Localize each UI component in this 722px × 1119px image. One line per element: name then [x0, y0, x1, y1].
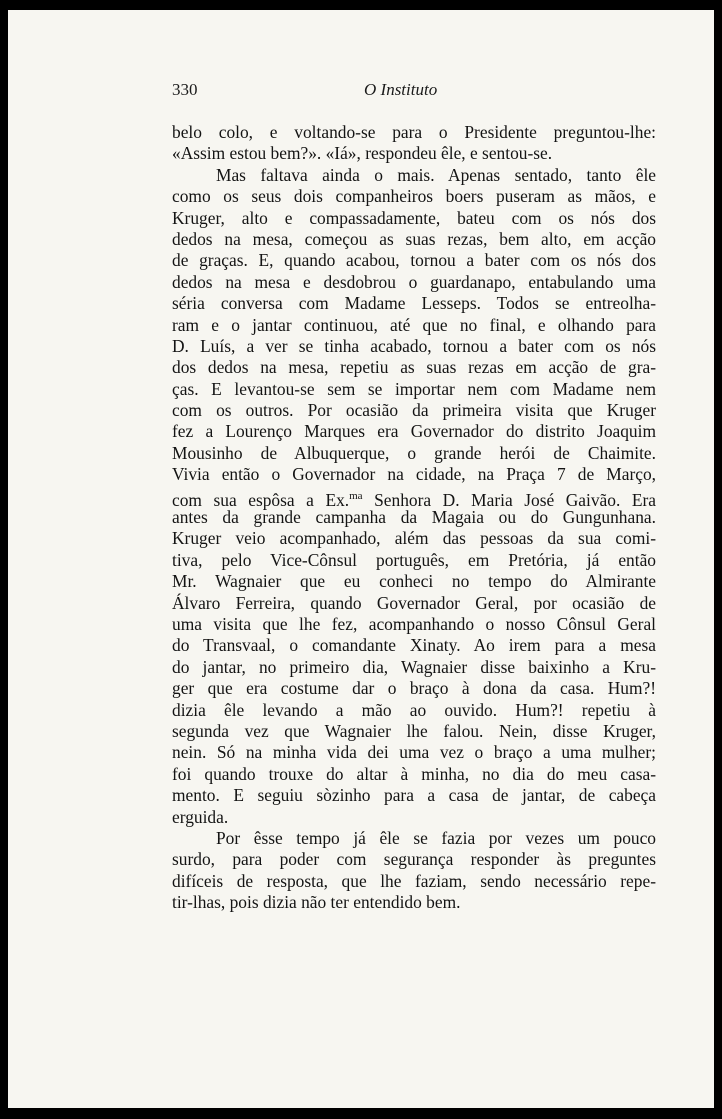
text-line: do Transvaal, o comandante Xinaty. Ao irem para a mesa [172, 635, 656, 656]
text-line: de graças. E, quando acabou, tornou a bater com os nós dos [172, 250, 656, 271]
text-line: surdo, para poder com segurança responder às preguntes [172, 849, 656, 870]
text-line: com os outros. Por ocasião da primeira visita que Kruger [172, 400, 656, 421]
text-line: como os seus dois companheiros boers puseram as mãos, e [172, 186, 656, 207]
text-line: Kruger veio acompanhado, além das pessoas da sua comi- [172, 528, 656, 549]
text-line: dizia êle levando a mão ao ouvido. Hum?! repetiu à [172, 699, 656, 720]
paragraph [172, 828, 656, 914]
book-page [8, 10, 714, 1108]
text-line: tiva, pelo Vice-Cônsul português, em Pretória, já então [172, 549, 656, 570]
text-line: do jantar, no primeiro dia, Wagnaier disse baixinho a Kru- [172, 656, 656, 677]
text-line: séria conversa com Madame Lesseps. Todos se entreolha- [172, 293, 656, 314]
running-title: O Instituto [364, 80, 438, 99]
text-line: dedos na mesa, começou as suas rezas, bem alto, em acção [172, 228, 656, 249]
text-line: Kruger, alto e compassadamente, bateu com os nós dos [172, 207, 656, 228]
text-line: dedos na mesa e desdobrou o guardanapo, entabulando uma [172, 271, 656, 292]
paragraph [172, 165, 656, 828]
text-line: «Assim estou bem?». «Iá», respondeu êle, e sentou-se. [172, 143, 553, 164]
text-line: dos dedos na mesa, repetiu as suas rezas em acção de gra- [172, 357, 656, 378]
text-line: ram e o jantar continuou, até que no final, e olhando para [172, 314, 656, 335]
text-line: difíceis de resposta, que lhe faziam, sendo necessário repe- [172, 870, 656, 891]
text-line: com sua espôsa a Ex.$^{ma}$ Senhora D. Maria José Gaivão. Era [172, 489, 657, 510]
paragraph [172, 122, 656, 165]
text-line: D. Luís, a ver se tinha acabado, tornou a bater com os nós [172, 335, 656, 356]
text-line: mento. E seguiu sòzinho para a casa de jantar, de cabeça [172, 785, 656, 806]
text-line: uma visita que lhe fez, acompanhando o nosso Cônsul Geral [172, 613, 656, 634]
text-line: erguida. [172, 806, 229, 827]
text-line: ças. E levantou-se sem se importar nem com Madame nem [172, 378, 656, 399]
text-line: Vivia então o Governador na cidade, na Praça 7 de Março, [172, 464, 656, 485]
text-line: Mr. Wagnaier que eu conheci no tempo do Almirante [172, 571, 656, 592]
page-header [172, 80, 656, 104]
text-line: ger que era costume dar o braço à dona da casa. Hum?! [172, 678, 656, 699]
page-number: 330 [172, 80, 198, 99]
text-line: Álvaro Ferreira, quando Governador Geral, por ocasião de [172, 592, 656, 613]
text-line: tir-lhas, pois dizia não ter entendido bem. [172, 892, 461, 913]
body-text [172, 122, 656, 913]
text-line: Por êsse tempo já êle se fazia por vezes um pouco [216, 827, 656, 848]
text-line: belo colo, e voltando-se para o Presidente preguntou-lhe: [172, 122, 656, 142]
text-line: segunda vez que Wagnaier lhe falou. Nein, disse Kruger, [172, 720, 656, 741]
text-line: foi quando trouxe do altar à minha, no dia do meu casa- [172, 763, 656, 784]
text-line: Mousinho de Albuquerque, o grande herói de Chaimite. [172, 442, 656, 463]
text-line: fez a Lourenço Marques era Governador do distrito Joaquim [172, 421, 656, 442]
text-line: Mas faltava ainda o mais. Apenas sentado, tanto êle [216, 164, 656, 185]
text-line: antes da grande campanha da Magaia ou do Gungunhana. [172, 507, 656, 528]
text-line: nein. Só na minha vida dei uma vez o braço a uma mulher; [172, 742, 656, 763]
